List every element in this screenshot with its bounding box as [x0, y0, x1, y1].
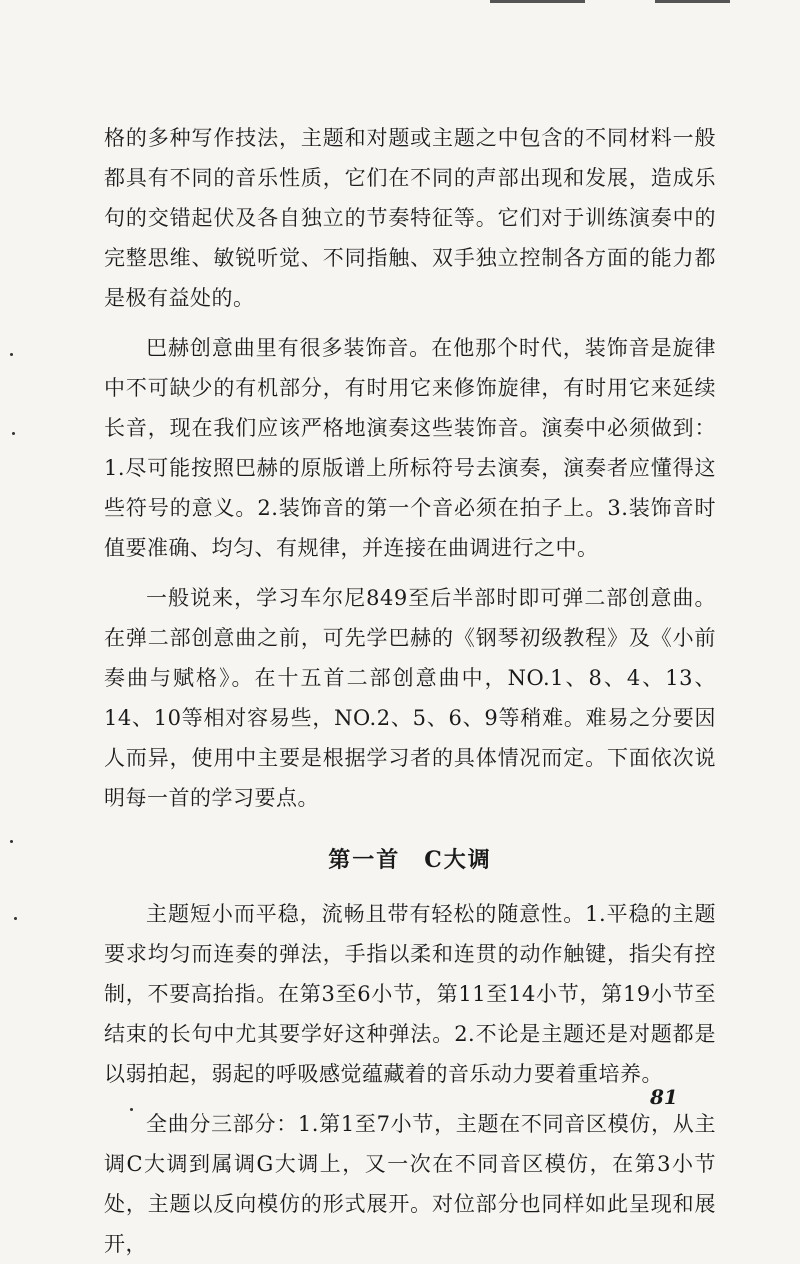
scan-speck — [10, 840, 13, 843]
page-content — [104, 118, 716, 1264]
paragraph-ornaments: 巴赫创意曲里有很多装饰音。在他那个时代，装饰音是旋律中不可缺少的有机部分，有时用它来修饰旋律，有时用它来延续长音，现在我们应该严格地演奏这些装饰音。演奏中必须做到：1.尽可能按照巴赫的原版谱上所标符号去演奏，演奏者应懂得这些符号的意义。2.装饰音的第一个音必须在拍子上。3.装饰音时值要准确、均匀、有规律，并连接在曲调进行之中。 — [104, 336, 716, 560]
paragraph-learning-order: 一般说来，学习车尔尼849至后半部时即可弹二部创意曲。在弹二部创意曲之前，可先学巴赫的《钢琴初级教程》及《小前奏曲与赋格》。在十五首二部创意曲中，NO.1、8、4、13、14、10等相对容易些，NO.2、5、6、9等稍难。难易之分要因人而异，使用中主要是根据学习者的具体情况而定。下面依次说明每一首的学习要点。 — [104, 586, 716, 810]
section-title: 第一首 C大调 — [328, 847, 492, 873]
page-number: 81 — [650, 1085, 678, 1109]
paragraph-continuation: 格的多种写作技法，主题和对题或主题之中包含的不同材料一般都具有不同的音乐性质，它们在不同的声部出现和发展，造成乐句的交错起伏及各自独立的节奏特征等。它们对于训练演奏中的完整思维、敏锐听觉、不同指触、双手独立控制各方面的能力都是极有益处的。 — [104, 126, 716, 310]
scan-speck — [12, 432, 15, 435]
paragraph-theme: 主题短小而平稳，流畅且带有轻松的随意性。1.平稳的主题要求均匀而连奏的弹法，手指以柔和连贯的动作触键，指尖有控制，不要高抬指。在第3至6小节，第11至14小节，第19小节至结束的长句中尤其要学好这种弹法。2.不论是主题还是对题都是以弱拍起，弱起的呼吸感觉蕴藏着的音乐动力要着重培养。 — [104, 902, 716, 1086]
paragraph-structure: 全曲分三部分：1.第1至7小节，主题在不同音区模仿，从主调C大调到属调G大调上，又一次在不同音区模仿，在第3小节处，主题以反向模仿的形式展开。对位部分也同样如此呈现和展开， — [104, 1112, 716, 1256]
top-edge-mark — [655, 0, 730, 3]
top-edge-mark — [490, 0, 585, 3]
scan-speck — [10, 353, 13, 356]
scan-speck — [14, 917, 17, 920]
